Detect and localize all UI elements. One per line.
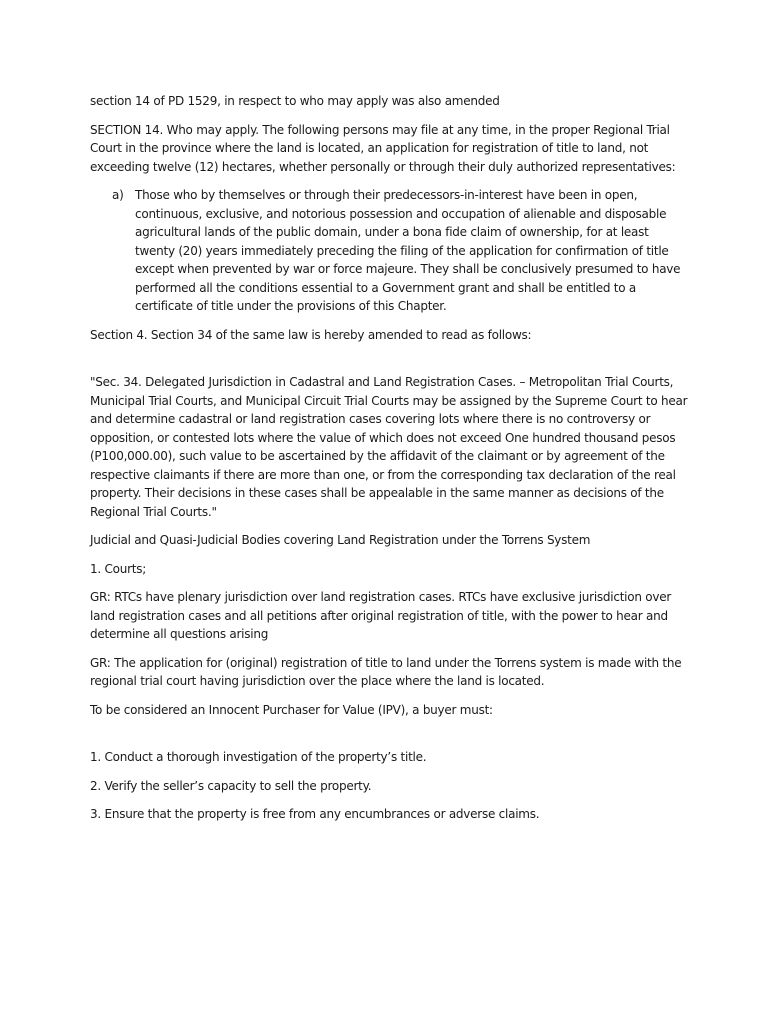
list-marker-a: a) [112,188,124,202]
paragraph-section14-who-may-apply: SECTION 14. Who may apply. The following persons may file at any time, in the proper Regional Trial Court in the province where the land is located, an application for registration of title to land, not exceeding twelve (12) hectares, whether personally or through their duly authorized representatives: [90,122,676,174]
paragraph-ipv-step-2: 2. Verify the seller’s capacity to sell the property. [90,778,372,793]
blank-line [90,729,690,748]
paragraph-section14-intro: section 14 of PD 1529, in respect to who may apply was also amended [90,94,500,108]
paragraph-ipv-step-1: 1. Conduct a thorough investigation of the property’s title. [90,750,427,764]
paragraph-section4: Section 4. Section 34 of the same law is hereby amended to read as follows: [90,327,532,342]
paragraph-gr-application: GR: The application for (original) registration of title to land under the Torrens system is made with the regional trial court having jurisdiction over the place where the land is located. [90,655,682,688]
paragraph-ipv-step-3: 3. Ensure that the property is free from any encumbrances or adverse claims. [90,807,540,821]
list-item-a [90,186,690,316]
blank-line [90,354,690,373]
paragraph-sec34-quote: "Sec. 34. Delegated Jurisdiction in Cadastral and Land Registration Cases. – Metropolitan Trial Courts, Municipal Trial Courts, and Municipal Circuit Trial Courts may be assigned by the Supreme Court to hear and determine cadastral or land registration cases covering lots where there is no controversy or opposition, or contested lots where the value of which does not exceed One hundred thousand pesos (P100,000.00), such value to be ascertained by the affidavit of the claimant or by agreement of the respective claimants if there are more than one, or from the corresponding tax declaration of the real property. Their decisions in these cases shall be appealable in the same manner as decisions of the Regional Trial Courts." [90,375,688,519]
document-page [90,92,690,834]
list-item-a-text: Those who by themselves or through their predecessors-in-interest have been in open, continuous, exclusive, and notorious possession and occupation of alienable and disposable agricultural lands of the public domain, under a bona fide claim of ownership, for at least twenty (20) years immediately preceding the filing of the application for confirmation of title except when prevented by war or force majeure. They shall be conclusively presumed to have performed all the conditions essential to a Government grant and shall be entitled to a certificate of title under the provisions of this Chapter. [135,188,681,313]
paragraph-judicial-bodies-heading: Judicial and Quasi-Judicial Bodies covering Land Registration under the Torrens System [90,533,591,547]
paragraph-courts: 1. Courts; [90,561,147,576]
paragraph-gr-plenary-jurisdiction: GR: RTCs have plenary jurisdiction over land registration cases. RTCs have exclusive jurisdiction over land registration cases and all petitions after original registration of title, with the power to hear and determine all questions arising [90,590,672,641]
paragraph-ipv-intro: To be considered an Innocent Purchaser for Value (IPV), a buyer must: [90,702,493,717]
